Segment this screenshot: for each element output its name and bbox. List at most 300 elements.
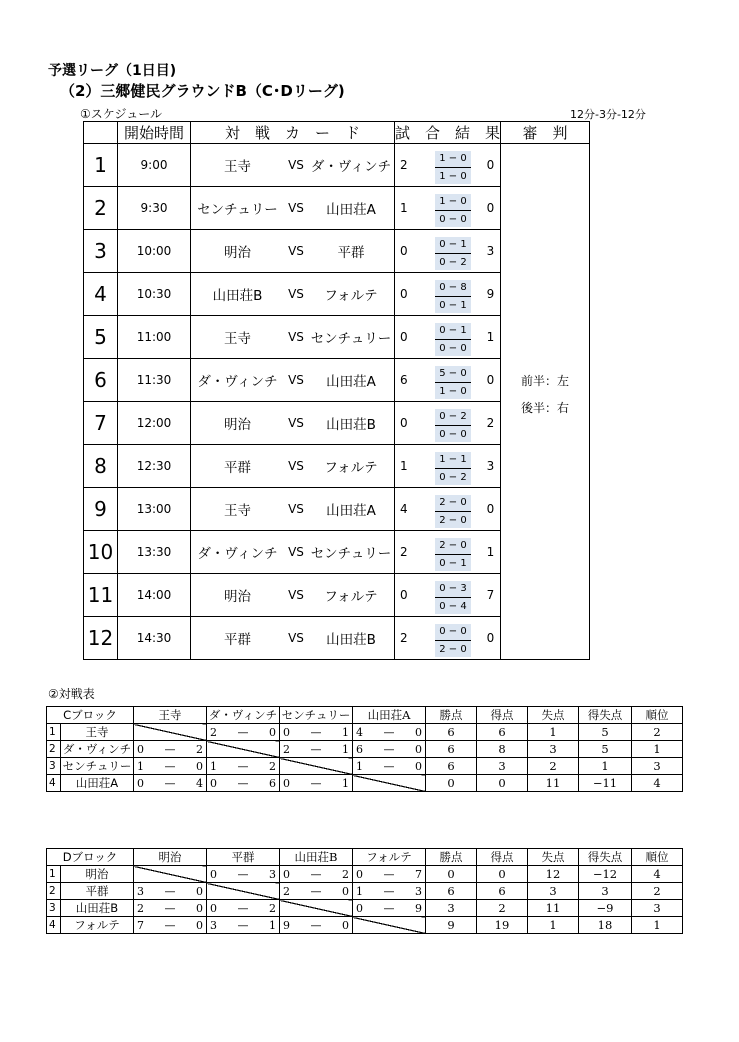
goals-against: 0: [196, 759, 203, 773]
row-index: 3: [47, 900, 61, 917]
goals-against: 0: [196, 901, 203, 915]
block-c-table: [46, 706, 683, 792]
match-number: 10: [84, 531, 118, 574]
away-score: 3: [481, 230, 501, 273]
stat-value: 6: [426, 758, 477, 775]
result-values: [353, 760, 425, 773]
result-values: [280, 726, 352, 739]
goals-against: 2: [196, 742, 203, 756]
match-start-time: 13:00: [118, 488, 191, 531]
self-match-cell: [134, 724, 207, 741]
stat-value: 5: [579, 741, 632, 758]
result-values: [207, 777, 279, 790]
stat-header: 順位: [632, 707, 683, 724]
result-cell: [353, 758, 426, 775]
row-index: 3: [47, 758, 61, 775]
goals-against: 2: [342, 867, 349, 881]
result-values: [207, 760, 279, 773]
result-values: [207, 868, 279, 881]
goals-for: 1: [210, 759, 217, 773]
result-cell: [280, 724, 353, 741]
away-score: 9: [481, 273, 501, 316]
dash: —: [310, 884, 322, 898]
stat-header: 得点: [477, 707, 528, 724]
home-team: 王寺: [191, 316, 285, 359]
stat-value: 11: [528, 775, 579, 792]
stat-value: 2: [632, 724, 683, 741]
stat-header: 失点: [528, 849, 579, 866]
match-start-time: 14:30: [118, 617, 191, 660]
result-cell: [207, 724, 280, 741]
home-score: 0: [395, 316, 426, 359]
match-start-time: 9:00: [118, 144, 191, 187]
first-half-score: 1 − 0: [435, 194, 471, 211]
vs-label: VS: [284, 617, 308, 660]
dash: —: [383, 742, 395, 756]
away-team: フォルテ: [308, 445, 395, 488]
home-score: 0: [395, 402, 426, 445]
second-half-score: 0 − 0: [439, 213, 467, 225]
standings-row: [47, 866, 683, 883]
goals-for: 0: [283, 725, 290, 739]
second-half-score: 2 − 0: [439, 514, 467, 526]
half-scores-box: [435, 495, 471, 528]
stat-value: 6: [426, 741, 477, 758]
away-score: 0: [481, 187, 501, 230]
home-team: 山田荘B: [191, 273, 285, 316]
away-team: センチュリー: [308, 531, 395, 574]
team-name: ダ・ヴィンチ: [61, 741, 134, 758]
goals-against: 1: [342, 725, 349, 739]
half-scores: [425, 359, 481, 402]
goals-against: 0: [269, 725, 276, 739]
home-team: 王寺: [191, 144, 285, 187]
self-match-cell: [353, 775, 426, 792]
goals-against: 4: [196, 776, 203, 790]
header-start-time: 開始時間: [118, 122, 191, 144]
stat-value: −11: [579, 775, 632, 792]
result-cell: [280, 741, 353, 758]
self-match-cell: [207, 741, 280, 758]
result-cell: [353, 900, 426, 917]
standings-row: [47, 900, 683, 917]
away-team: 山田荘B: [308, 617, 395, 660]
match-number: 11: [84, 574, 118, 617]
away-score: 0: [481, 144, 501, 187]
match-timing: 12分-3分-12分: [570, 108, 646, 121]
first-half-score: 2 − 0: [435, 495, 471, 512]
dash: —: [310, 725, 322, 739]
result-cell: [353, 883, 426, 900]
match-start-time: 9:30: [118, 187, 191, 230]
goals-against: 0: [415, 725, 422, 739]
half-scores-box: [435, 151, 471, 184]
dash: —: [383, 867, 395, 881]
page-title: 予選リーグ（1日目): [48, 63, 177, 79]
stat-header: 得失点: [579, 707, 632, 724]
match-number: 2: [84, 187, 118, 230]
goals-for: 3: [137, 884, 144, 898]
stat-header: 得点: [477, 849, 528, 866]
goals-for: 7: [137, 918, 144, 932]
first-half-score: 5 − 0: [435, 366, 471, 383]
self-match-cell: [353, 917, 426, 934]
goals-against: 9: [415, 901, 422, 915]
goals-for: 0: [137, 742, 144, 756]
result-values: [207, 902, 279, 915]
standings-row: [47, 883, 683, 900]
stat-value: 4: [632, 866, 683, 883]
away-team: 平群: [308, 230, 395, 273]
stat-value: 2: [528, 758, 579, 775]
second-half-score: 0 − 0: [439, 342, 467, 354]
dash: —: [237, 918, 249, 932]
half-scores: [425, 187, 481, 230]
dash: —: [383, 901, 395, 915]
half-scores: [425, 574, 481, 617]
home-score: 0: [395, 574, 426, 617]
match-start-time: 12:30: [118, 445, 191, 488]
half-scores-box: [435, 624, 471, 657]
stat-value: 0: [426, 866, 477, 883]
opponent-header: 山田荘B: [280, 849, 353, 866]
stat-header: 勝点: [426, 849, 477, 866]
home-score: 2: [395, 144, 426, 187]
row-index: 2: [47, 741, 61, 758]
away-score: 0: [481, 359, 501, 402]
first-half-score: 0 − 8: [435, 280, 471, 297]
team-name: センチュリー: [61, 758, 134, 775]
opponent-header: 平群: [207, 849, 280, 866]
goals-against: 0: [415, 759, 422, 773]
away-team: 山田荘A: [308, 187, 395, 230]
self-match-cell: [280, 900, 353, 917]
goals-for: 0: [356, 867, 363, 881]
goals-for: 1: [356, 884, 363, 898]
match-start-time: 13:30: [118, 531, 191, 574]
half-scores: [425, 230, 481, 273]
match-start-time: 10:00: [118, 230, 191, 273]
block-d-table: [46, 848, 683, 934]
stat-value: 2: [632, 883, 683, 900]
result-values: [207, 726, 279, 739]
goals-against: 0: [196, 918, 203, 932]
stat-value: 3: [477, 758, 528, 775]
team-name: 山田荘A: [61, 775, 134, 792]
row-index: 1: [47, 866, 61, 883]
stat-value: 3: [528, 883, 579, 900]
second-half-score: 0 − 4: [439, 600, 467, 612]
stat-value: −9: [579, 900, 632, 917]
result-cell: [134, 775, 207, 792]
stat-header: 得失点: [579, 849, 632, 866]
home-score: 1: [395, 445, 426, 488]
row-index: 4: [47, 775, 61, 792]
stat-value: 1: [632, 741, 683, 758]
vs-label: VS: [284, 574, 308, 617]
stat-value: 3: [632, 758, 683, 775]
home-team: 平群: [191, 445, 285, 488]
schedule-row: [84, 144, 590, 187]
home-team: センチュリー: [191, 187, 285, 230]
result-cell: [207, 900, 280, 917]
first-half-score: 0 − 2: [435, 409, 471, 426]
match-start-time: 11:30: [118, 359, 191, 402]
dash: —: [310, 918, 322, 932]
schedule-section-label: ①スケジュール: [80, 107, 163, 121]
vs-label: VS: [284, 359, 308, 402]
stat-value: 3: [426, 900, 477, 917]
result-values: [353, 726, 425, 739]
dash: —: [237, 725, 249, 739]
goals-for: 9: [283, 918, 290, 932]
away-team: 山田荘A: [308, 359, 395, 402]
away-score: 1: [481, 531, 501, 574]
result-cell: [280, 866, 353, 883]
block-name: Cブロック: [47, 707, 134, 724]
away-team: フォルテ: [308, 273, 395, 316]
goals-for: 0: [283, 867, 290, 881]
vs-label: VS: [284, 144, 308, 187]
goals-against: 1: [269, 918, 276, 932]
result-values: [134, 919, 206, 932]
match-start-time: 12:00: [118, 402, 191, 445]
result-values: [134, 902, 206, 915]
goals-for: 2: [283, 742, 290, 756]
away-team: フォルテ: [308, 574, 395, 617]
home-team: 明治: [191, 230, 285, 273]
vs-label: VS: [284, 316, 308, 359]
half-scores-box: [435, 452, 471, 485]
half-scores-box: [435, 581, 471, 614]
goals-for: 2: [137, 901, 144, 915]
stat-value: 0: [477, 866, 528, 883]
match-start-time: 14:00: [118, 574, 191, 617]
first-half-score: 1 − 1: [435, 452, 471, 469]
second-half-score: 0 − 2: [439, 471, 467, 483]
half-scores: [425, 273, 481, 316]
home-team: ダ・ヴィンチ: [191, 359, 285, 402]
goals-against: 2: [269, 759, 276, 773]
result-values: [353, 743, 425, 756]
dash: —: [310, 742, 322, 756]
half-scores: [425, 617, 481, 660]
result-cell: [353, 866, 426, 883]
stat-value: 6: [477, 724, 528, 741]
match-number: 6: [84, 359, 118, 402]
goals-against: 3: [415, 884, 422, 898]
result-values: [280, 868, 352, 881]
opponent-header: ダ・ヴィンチ: [207, 707, 280, 724]
goals-for: 0: [210, 776, 217, 790]
result-cell: [207, 866, 280, 883]
match-number: 4: [84, 273, 118, 316]
referee-second-half: 後半：右: [521, 401, 570, 415]
stat-value: 18: [579, 917, 632, 934]
row-index: 4: [47, 917, 61, 934]
opponent-header: 明治: [134, 849, 207, 866]
team-name: 明治: [61, 866, 134, 883]
away-score: 0: [481, 617, 501, 660]
self-match-cell: [134, 866, 207, 883]
stat-header: 失点: [528, 707, 579, 724]
goals-for: 0: [210, 901, 217, 915]
header-match-result: 試 合 結 果: [395, 122, 501, 144]
vs-label: VS: [284, 402, 308, 445]
goals-against: 0: [415, 742, 422, 756]
result-values: [207, 919, 279, 932]
result-cell: [207, 758, 280, 775]
result-cell: [134, 741, 207, 758]
home-team: ダ・ヴィンチ: [191, 531, 285, 574]
row-index: 2: [47, 883, 61, 900]
stat-value: 1: [528, 917, 579, 934]
home-team: 平群: [191, 617, 285, 660]
stat-value: 6: [477, 883, 528, 900]
result-values: [280, 919, 352, 932]
home-score: 4: [395, 488, 426, 531]
stat-header: 勝点: [426, 707, 477, 724]
stat-value: 8: [477, 741, 528, 758]
stat-value: 1: [528, 724, 579, 741]
stat-value: 6: [426, 883, 477, 900]
dash: —: [164, 742, 176, 756]
home-score: 0: [395, 273, 426, 316]
away-score: 7: [481, 574, 501, 617]
result-values: [280, 743, 352, 756]
standings-row: [47, 724, 683, 741]
team-name: 山田荘B: [61, 900, 134, 917]
second-half-score: 1 − 0: [439, 385, 467, 397]
goals-for: 6: [356, 742, 363, 756]
dash: —: [310, 776, 322, 790]
goals-against: 3: [269, 867, 276, 881]
result-values: [353, 885, 425, 898]
half-scores: [425, 402, 481, 445]
half-scores: [425, 531, 481, 574]
block-header-row: [47, 707, 683, 724]
stat-value: 12: [528, 866, 579, 883]
stat-value: 4: [632, 775, 683, 792]
opponent-header: センチュリー: [280, 707, 353, 724]
referee-cell: [501, 144, 590, 660]
standings-row: [47, 758, 683, 775]
result-cell: [134, 917, 207, 934]
dash: —: [383, 725, 395, 739]
stat-value: 9: [426, 917, 477, 934]
vs-label: VS: [284, 445, 308, 488]
result-cell: [280, 883, 353, 900]
home-team: 明治: [191, 402, 285, 445]
vs-label: VS: [284, 531, 308, 574]
dash: —: [164, 918, 176, 932]
result-cell: [134, 758, 207, 775]
half-scores-box: [435, 409, 471, 442]
result-cell: [207, 775, 280, 792]
matchup-section-label: ②対戦表: [48, 687, 95, 701]
venue-subtitle: （2）三郷健民グラウンドB（C･Dリーグ): [60, 82, 345, 100]
match-number: 3: [84, 230, 118, 273]
stat-value: 3: [528, 741, 579, 758]
first-half-score: 2 − 0: [435, 538, 471, 555]
half-scores: [425, 316, 481, 359]
second-half-score: 0 − 2: [439, 256, 467, 268]
header-blank: [84, 122, 118, 144]
vs-label: VS: [284, 488, 308, 531]
stat-value: 3: [632, 900, 683, 917]
result-values: [353, 868, 425, 881]
match-start-time: 10:30: [118, 273, 191, 316]
match-number: 5: [84, 316, 118, 359]
result-cell: [207, 917, 280, 934]
goals-against: 6: [269, 776, 276, 790]
home-team: 王寺: [191, 488, 285, 531]
away-team: ダ・ヴィンチ: [308, 144, 395, 187]
result-values: [134, 777, 206, 790]
home-score: 2: [395, 531, 426, 574]
dash: —: [164, 901, 176, 915]
header-match-card: 対 戦 カ ー ド: [191, 122, 395, 144]
dash: —: [237, 901, 249, 915]
result-values: [353, 902, 425, 915]
result-values: [280, 885, 352, 898]
result-cell: [134, 900, 207, 917]
half-scores: [425, 445, 481, 488]
dash: —: [310, 867, 322, 881]
opponent-header: 王寺: [134, 707, 207, 724]
match-start-time: 11:00: [118, 316, 191, 359]
stat-value: 0: [477, 775, 528, 792]
goals-against: 0: [342, 918, 349, 932]
stat-value: 6: [426, 724, 477, 741]
home-team: 明治: [191, 574, 285, 617]
stat-value: 1: [579, 758, 632, 775]
dash: —: [383, 884, 395, 898]
dash: —: [383, 759, 395, 773]
row-index: 1: [47, 724, 61, 741]
half-scores-box: [435, 280, 471, 313]
goals-against: 0: [196, 884, 203, 898]
match-number: 9: [84, 488, 118, 531]
vs-label: VS: [284, 187, 308, 230]
stat-value: 0: [426, 775, 477, 792]
first-half-score: 0 − 0: [435, 624, 471, 641]
dash: —: [164, 759, 176, 773]
team-name: フォルテ: [61, 917, 134, 934]
half-scores-box: [435, 237, 471, 270]
dash: —: [164, 776, 176, 790]
dash: —: [237, 867, 249, 881]
home-score: 0: [395, 230, 426, 273]
goals-for: 0: [283, 776, 290, 790]
stat-value: 1: [632, 917, 683, 934]
goals-against: 0: [342, 884, 349, 898]
second-half-score: 0 − 0: [439, 428, 467, 440]
result-cell: [353, 741, 426, 758]
vs-label: VS: [284, 273, 308, 316]
away-score: 3: [481, 445, 501, 488]
schedule-table: [83, 121, 590, 660]
standings-row: [47, 741, 683, 758]
home-score: 6: [395, 359, 426, 402]
stat-header: 順位: [632, 849, 683, 866]
goals-for: 0: [210, 867, 217, 881]
goals-against: 1: [342, 776, 349, 790]
half-scores-box: [435, 366, 471, 399]
half-scores: [425, 488, 481, 531]
goals-against: 1: [342, 742, 349, 756]
result-values: [134, 743, 206, 756]
